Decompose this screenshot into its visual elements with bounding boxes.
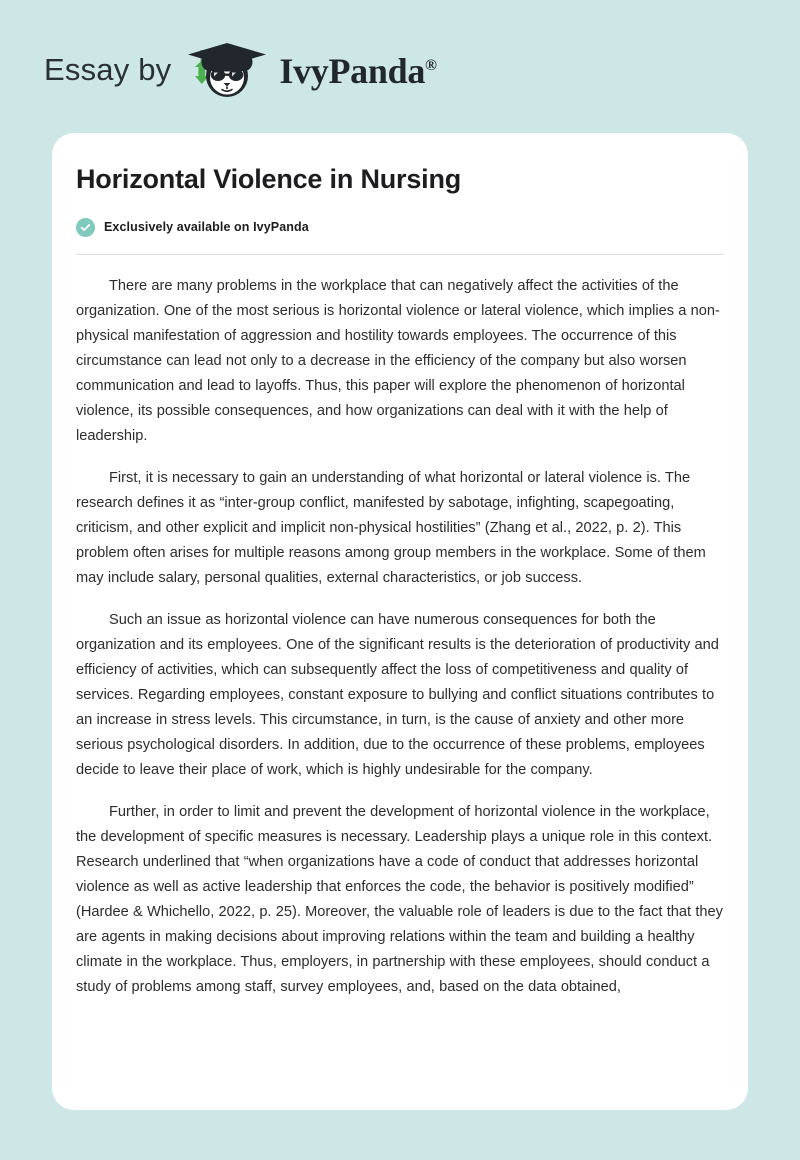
page-title: Horizontal Violence in Nursing: [76, 164, 462, 194]
paragraph: Such an issue as horizontal violence can have numerous consequences for both the organization and its employees. One of the significant results is the deterioration of productivity and efficiency of activities, which can subsequently affect the loss of competitiveness and quality of services. Regarding employees, constant exposure to bullying and conflict situations contributes to an increase in stress levels. This circumstance, in turn, is the cause of anxiety and other more serious psychological disorders. In addition, due to the occurrence of these problems, employees decide to leave their place of work, which is highly undesirable for the company.: [76, 611, 719, 778]
check-circle-icon: [76, 218, 95, 237]
brand-wordmark: [279, 53, 436, 89]
paragraph: There are many problems in the workplace that can negatively affect the activities of the organization. One of the most serious is horizontal violence or lateral violence, which implies a non-physical manifestation of aggression and hostility towards employees. The occurrence of this circumstance can lead not only to a decrease in the efficiency of the company but also worsen communication and lead to layoffs. Thus, this paper will explore the phenomenon of horizontal violence, its possible consequences, and how organizations can deal with it with the help of leadership.: [76, 277, 720, 444]
essay-body: [76, 274, 724, 1000]
document-card: [52, 133, 748, 1110]
site-header: [44, 38, 437, 100]
brand-name-text: IvyPanda: [279, 51, 426, 91]
paragraph: Further, in order to limit and prevent the development of horizontal violence in the workplace, the development of specific measures is necessary. Leadership plays a unique role in this context. Research underlined that “when organizations have a code of conduct that addresses horizontal violence as well as active leadership that enforces the code, the behavior is positively modified” (Hardee & Whichello, 2022, p. 25). Moreover, the valuable role of leaders is due to the fact that they are agents in making decisions about improving relations within the team and building a healthy climate in the workplace. Thus, employers, in partnership with these employees, should conduct a study of problems among staff, survey employees, and, based on the data obtained,: [76, 803, 723, 995]
essay-by-label: Essay by: [44, 51, 172, 87]
exclusive-availability-label: Exclusively available on IvyPanda: [104, 220, 309, 235]
panda-graduate-logo-icon: [181, 38, 273, 100]
exclusive-availability-badge: [76, 218, 724, 237]
header-divider: [76, 254, 724, 255]
registered-mark: ®: [425, 57, 437, 74]
ivypanda-brand-link[interactable]: [181, 38, 436, 100]
paragraph: First, it is necessary to gain an understanding of what horizontal or lateral violence is. The research defines it as “inter-group conflict, manifested by sabotage, infighting, scapegoating, criticism, and other explicit and implicit non-physical hostilities” (Zhang et al., 2022, p. 2). This problem often arises for multiple reasons among group members in the workplace. Some of them may include salary, personal qualities, external characteristics, or job success.: [76, 469, 706, 586]
